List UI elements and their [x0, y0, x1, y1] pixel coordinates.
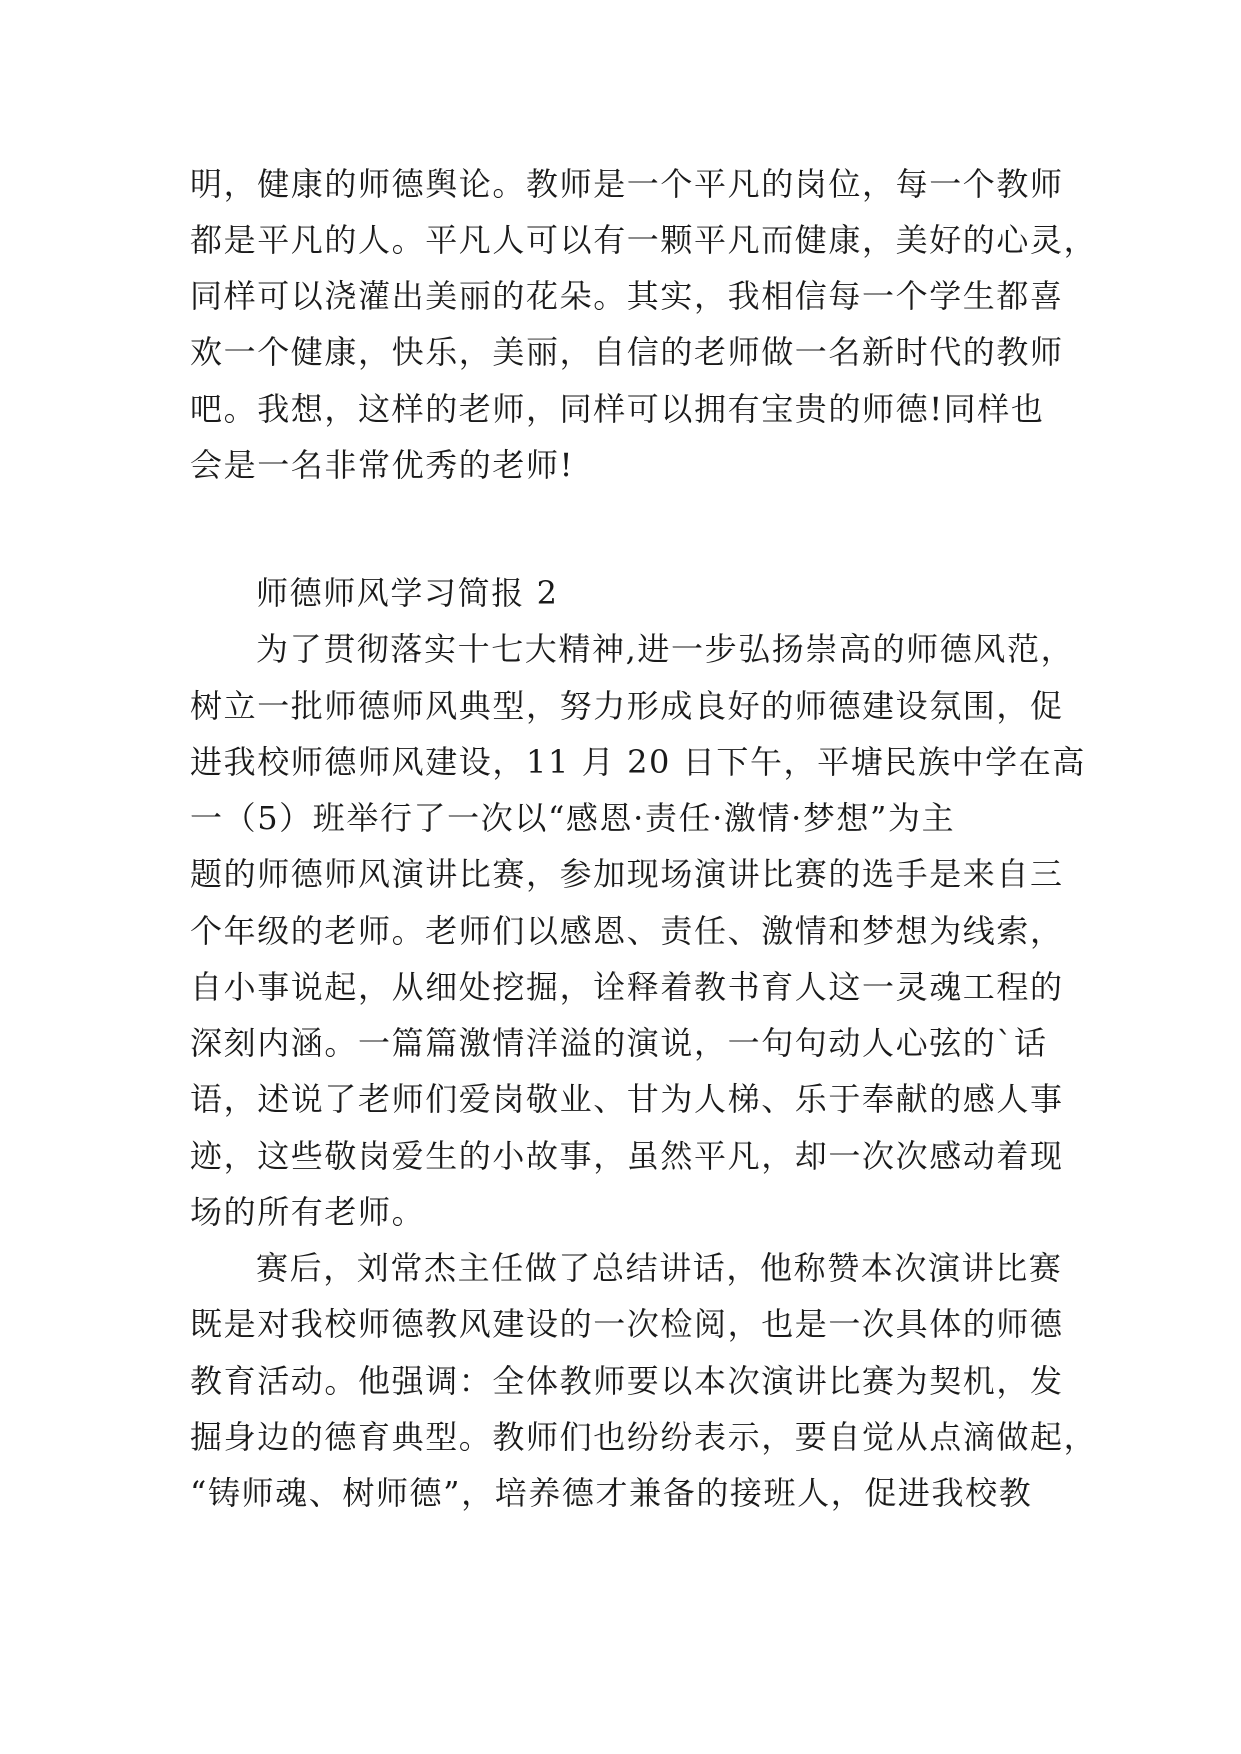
text-line: 赛后，刘常杰主任做了总结讲话，他称赞本次演讲比赛 [256, 1249, 1063, 1287]
text-line: “铸师魂、树师德”，培养德才兼备的接班人，促进我校教 [190, 1474, 1033, 1512]
text-line: 同样可以浇灌出美丽的花朵。其实，我相信每一个学生都喜 [190, 277, 1064, 315]
text-line: 迹，这些敬岗爱生的小故事，虽然平凡，却一次次感动着现 [190, 1137, 1064, 1175]
text-line: 既是对我校师德教风建设的一次检阅，也是一次具体的师德 [190, 1305, 1064, 1343]
text-line: 会是一名非常优秀的老师! [190, 446, 575, 484]
text-line: 树立一批师德师风典型，努力形成良好的师德建设氛围，促 [190, 687, 1064, 725]
text-line: 吧。我想，这样的老师，同样可以拥有宝贵的师德!同样也 [190, 390, 1045, 428]
text-line: 教育活动。他强调：全体教师要以本次演讲比赛为契机，发 [190, 1362, 1064, 1400]
text-line: 个年级的老师。老师们以感恩、责任、激情和梦想为线索， [190, 912, 1064, 950]
text-line: 都是平凡的人。平凡人可以有一颗平凡而健康，美好的心灵， [190, 221, 1098, 259]
text-line: 深刻内涵。一篇篇激情洋溢的演说，一句句动人心弦的`话 [190, 1024, 1048, 1062]
text-line: 场的所有老师。 [190, 1193, 426, 1231]
text-line: 语，述说了老师们爱岗敬业、甘为人梯、乐于奉献的感人事 [190, 1080, 1064, 1118]
text-line: 掘身边的德育典型。教师们也纷纷表示，要自觉从点滴做起， [190, 1418, 1098, 1456]
text-line: 一（5）班举行了一次以“感恩·责任·激情·梦想”为主 [190, 799, 956, 837]
text-line: 为了贯彻落实十七大精神,进一步弘扬崇高的师德风范， [256, 630, 1075, 668]
text-line: 明，健康的师德舆论。教师是一个平凡的岗位，每一个教师 [190, 165, 1064, 203]
text-line: 自小事说起，从细处挖掘，诠释着教书育人这一灵魂工程的 [190, 968, 1064, 1006]
text-line: 题的师德师风演讲比赛，参加现场演讲比赛的选手是来自三 [190, 855, 1064, 893]
section-title: 师德师风学习简报 2 [256, 574, 559, 612]
text-line: 进我校师德师风建设，11 月 20 日下午，平塘民族中学在高 [190, 743, 1086, 781]
text-line: 欢一个健康，快乐，美丽，自信的老师做一名新时代的教师 [190, 333, 1064, 371]
